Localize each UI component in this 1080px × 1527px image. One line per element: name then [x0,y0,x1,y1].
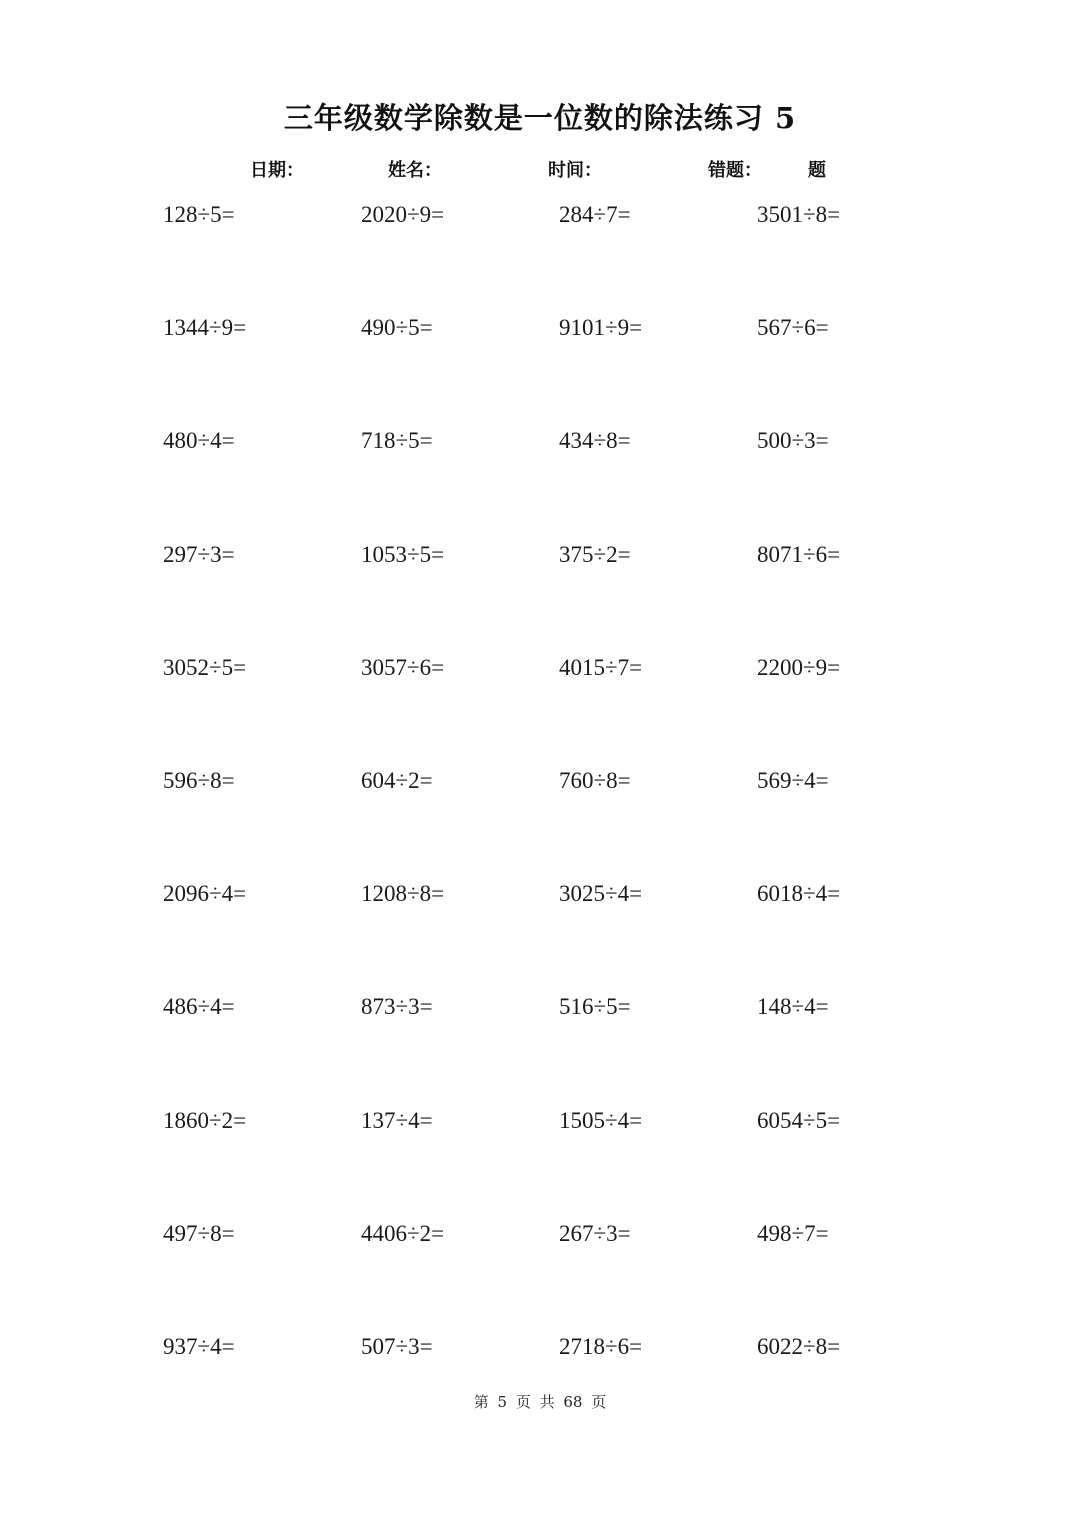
division-problem: 8071÷6= [757,541,841,567]
division-problem: 1860÷2= [163,1107,247,1133]
division-problem: 486÷4= [163,994,235,1020]
problem-grid [163,198,963,1443]
division-problem: 2096÷4= [163,881,247,907]
division-problem: 4015÷7= [559,654,643,680]
division-problem: 137÷4= [361,1107,433,1133]
division-problem: 596÷8= [163,767,235,793]
page-title: 三年级数学除数是一位数的除法练习 5 [283,101,797,135]
division-problem: 760÷8= [559,767,631,793]
division-problem: 128÷5= [163,202,235,227]
division-problem: 3052÷5= [163,654,247,680]
division-problem: 6018÷4= [757,881,841,907]
division-problem: 1505÷4= [559,1107,643,1133]
division-problem: 1053÷5= [361,541,445,567]
division-problem: 284÷7= [559,202,631,227]
division-problem: 4406÷2= [361,1220,445,1246]
division-problem: 9101÷9= [559,315,643,341]
time-label: 时间： [548,160,602,181]
division-problem: 497÷8= [163,1220,235,1246]
division-problem: 873÷3= [361,994,433,1020]
division-problem: 1344÷9= [163,315,247,341]
division-problem: 6022÷8= [757,1333,841,1359]
student-info-row [0,156,1080,184]
division-problem: 434÷8= [559,428,631,454]
errors-label: 错题： [708,160,762,181]
name-label: 姓名： [388,160,442,181]
division-problem: 267÷3= [559,1220,631,1246]
division-problem: 6054÷5= [757,1107,841,1133]
page-footer: 第 5 页 共 68 页 [473,1393,607,1411]
division-problem: 490÷5= [361,315,433,341]
division-problem: 498÷7= [757,1220,829,1246]
division-problem: 937÷4= [163,1333,235,1359]
division-problem: 1208÷8= [361,881,445,907]
division-problem: 500÷3= [757,428,829,454]
division-problem: 516÷5= [559,994,631,1020]
date-label: 日期： [250,160,304,181]
division-problem: 2200÷9= [757,654,841,680]
division-problem: 3057÷6= [361,654,445,680]
division-problem: 567÷6= [757,315,829,341]
division-problem: 507÷3= [361,1333,433,1359]
division-problem: 569÷4= [757,767,829,793]
errors-unit-label: 题 [808,160,826,181]
division-problem: 3501÷8= [757,202,841,227]
division-problem: 604÷2= [361,767,433,793]
division-problem: 3025÷4= [559,881,643,907]
division-problem: 297÷3= [163,541,235,567]
division-problem: 148÷4= [757,994,829,1020]
division-problem: 480÷4= [163,428,235,454]
division-problem: 2020÷9= [361,202,445,227]
division-problem: 375÷2= [559,541,631,567]
division-problem: 2718÷6= [559,1333,643,1359]
division-problem: 718÷5= [361,428,433,454]
